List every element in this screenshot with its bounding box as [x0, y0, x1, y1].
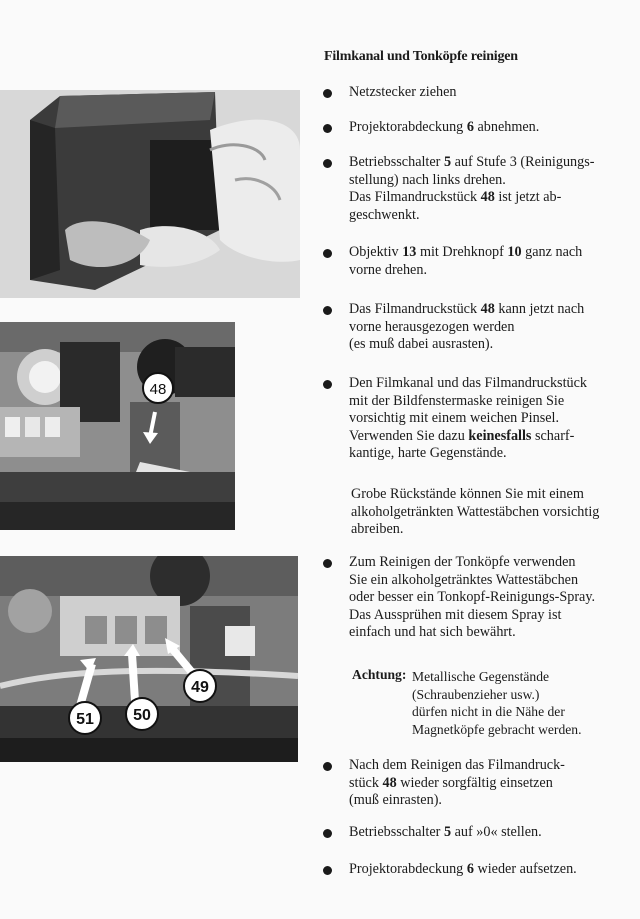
- bullet-4: [323, 249, 332, 258]
- bullet-8: [323, 762, 332, 771]
- step-10: Projektorabdeckung 6 wieder aufsetzen.: [349, 861, 577, 877]
- step-1: Netzstecker ziehen: [349, 84, 457, 100]
- photo-projector-cover-image: [0, 90, 300, 298]
- step-3: Betriebsschalter 5 auf Stufe 3 (Reinigungs- stellung) nach links drehen. Das Filmandruckstück 48 ist jetzt ab- geschwenkt.: [349, 154, 595, 223]
- warning-label: Achtung:: [352, 667, 407, 682]
- step-8: Nach dem Reinigen das Filmandruck- stück 48 wieder sorgfältig einsetzen (muß einrasten).: [349, 757, 565, 809]
- bullet-1: [323, 89, 332, 98]
- step-7: Zum Reinigen der Tonköpfe verwenden Sie ein alkoholgetränktes Wattestäbchen oder besser ein Tonkopf-Reinigungs-Spray. Das Aussprühen mit diesem Spray ist einfach und hat sich bewährt.: [349, 554, 596, 641]
- bullet-5: [323, 306, 332, 315]
- label-51: 51: [76, 711, 94, 728]
- photo-film-channel: [0, 322, 235, 530]
- step-9: Betriebsschalter 5 auf »0« stellen.: [349, 824, 542, 840]
- step-6: Den Filmkanal und das Filmandruckstück mit der Bildfenstermaske reinigen Sie vorsichtig mit einem weichen Pinsel. Verwenden Sie dazu keinesfalls scharf- kantige, harte Gegenstände.: [349, 375, 588, 462]
- bullet-10: [323, 866, 332, 875]
- photo-projector-cover: [0, 90, 300, 298]
- step-2: Projektorabdeckung 6 abnehmen.: [349, 119, 540, 135]
- label-48: 48: [149, 381, 167, 398]
- bullet-7: [323, 559, 332, 568]
- bullet-6: [323, 380, 332, 389]
- bullet-3: [323, 159, 332, 168]
- residue-note: Grobe Rückstände können Sie mit einem alkoholgetränkten Wattestäbchen vorsichtig abreiben.: [351, 486, 600, 538]
- step-5: Das Filmandruckstück 48 kann jetzt nach vorne herausgezogen werden (es muß dabei ausrasten).: [349, 301, 585, 353]
- photo-sound-heads-image: [0, 556, 298, 762]
- photo-sound-heads: [0, 556, 298, 762]
- step-4: Objektiv 13 mit Drehknopf 10 ganz nach vorne drehen.: [349, 244, 583, 278]
- label-49: 49: [191, 679, 209, 696]
- warning-text: Metallische Gegenstände (Schraubenzieher usw.) dürfen nicht in die Nähe der Magnetköpfe gebracht werden.: [412, 669, 582, 737]
- bullet-2: [323, 124, 332, 133]
- label-50: 50: [133, 707, 151, 724]
- bullet-9: [323, 829, 332, 838]
- section-heading: Filmkanal und Tonköpfe reinigen: [324, 49, 518, 64]
- photo-film-channel-image: [0, 322, 235, 530]
